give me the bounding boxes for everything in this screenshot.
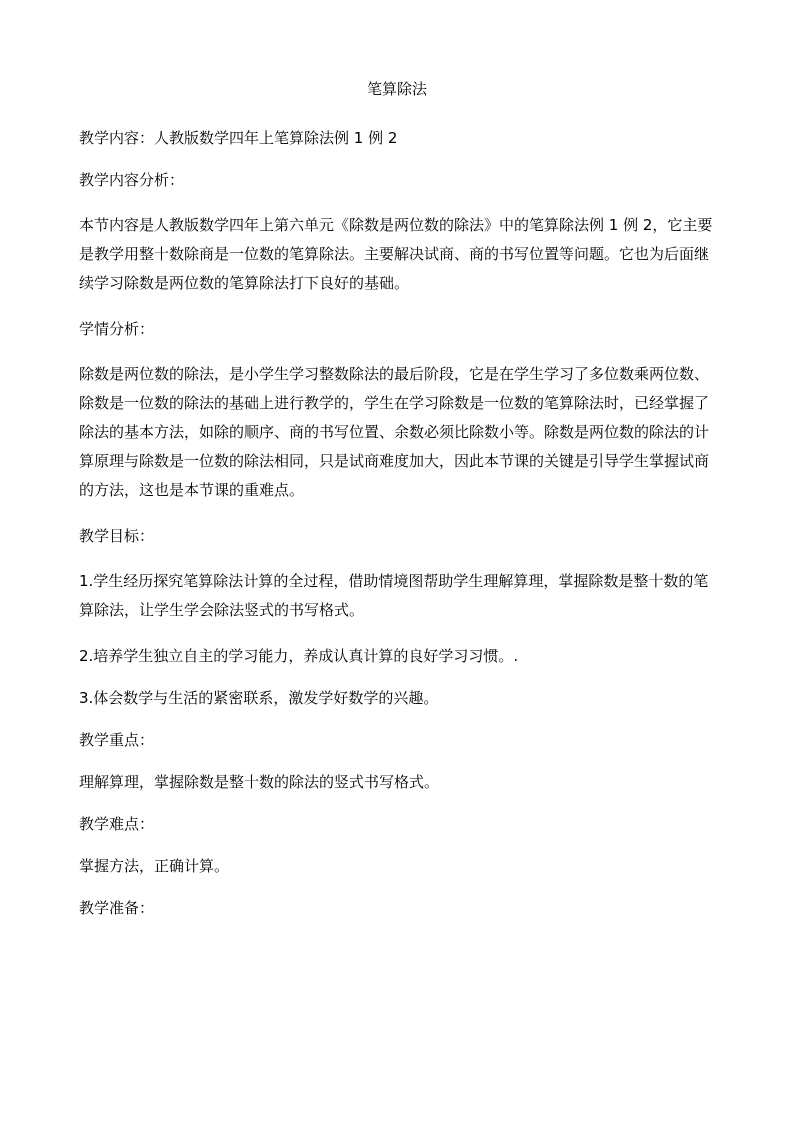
difficulties-heading: 教学难点： (79, 815, 155, 833)
student-analysis-heading: 学情分析： (79, 320, 155, 338)
teaching-goal-item-1: 1.学生经历探究笔算除法计算的全过程，借助情境图帮助学生理解算理，掌握除数是整十数的笔算除法，让学生学会除法竖式的书写格式。 (79, 572, 709, 619)
difficulties-text: 掌握方法，正确计算。 (79, 857, 230, 875)
teaching-content-line: 教学内容：人教版数学四年上笔算除法例 1 例 2 (79, 129, 398, 147)
content-analysis-heading: 教学内容分析： (79, 171, 185, 189)
document-title: 笔算除法 (366, 80, 427, 98)
key-points-heading: 教学重点： (79, 731, 155, 749)
preparation-heading: 教学准备： (79, 899, 155, 917)
content-analysis-paragraph: 本节内容是人教版数学四年上第六单元《除数是两位数的除法》中的笔算除法例 1 例 2，它主要是教学用整十数除商是一位数的笔算除法。主要解决试商、商的书写位置等问题。它也为后面继续学习除数是两位数的笔算除法打下良好的基础。 (79, 216, 713, 292)
student-analysis-paragraph: 除数是两位数的除法，是小学生学习整数除法的最后阶段，它是在学生学习了多位数乘两位数、除数是一位数的除法的基础上进行教学的，学生在学习除数是一位数的笔算除法时，已经掌握了除法的基本方法，如除的顺序、商的书写位置、余数必须比除数小等。除数是两位数的除法的计算原理与除数是一位数的除法相同，只是试商难度加大，因此本节课的关键是引导学生掌握试商的方法，这也是本节课的重难点。 (79, 365, 710, 499)
teaching-goal-item-3: 3.体会数学与生活的紧密联系，激发学好数学的兴趣。 (79, 689, 439, 707)
document-body (79, 127, 717, 939)
teaching-goals-heading: 教学目标： (79, 527, 155, 545)
teaching-goal-item-2: 2.培养学生独立自主的学习能力，养成认真计算的良好学习习惯。. (79, 647, 519, 665)
key-points-text: 理解算理，掌握除数是整十数的除法的竖式书写格式。 (79, 773, 440, 791)
